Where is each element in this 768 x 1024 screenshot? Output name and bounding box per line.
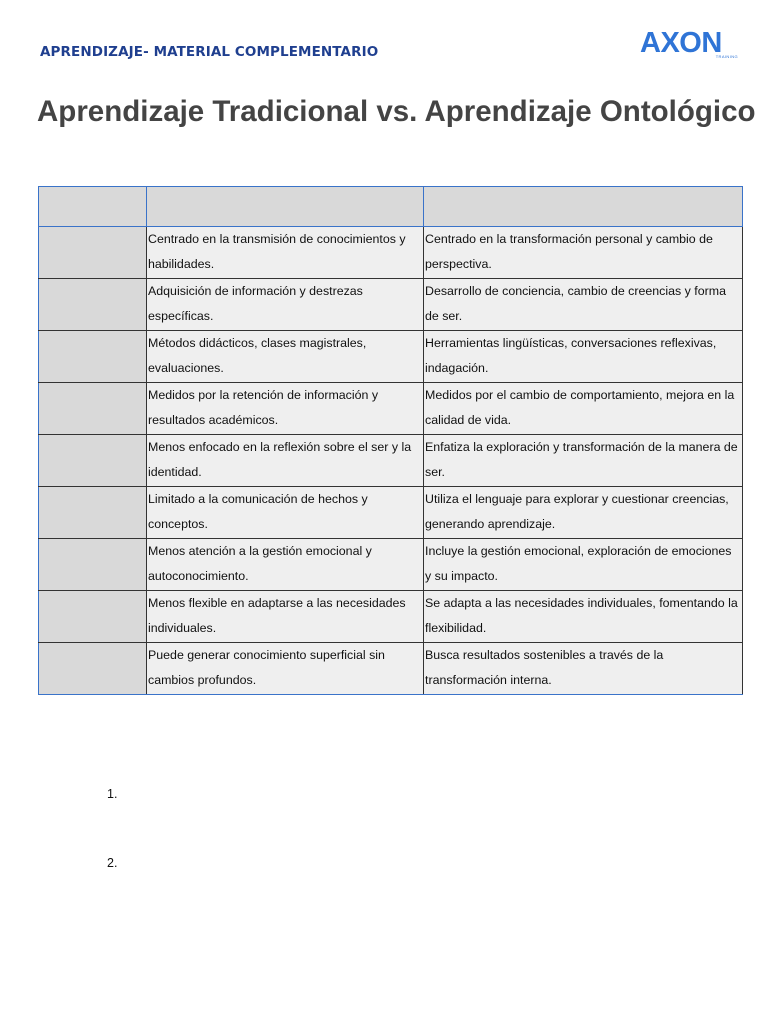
- page-title: Aprendizaje Tradicional vs. Aprendizaje Ontológico: [37, 95, 756, 128]
- row-label-cell: [39, 591, 147, 643]
- traditional-cell: Limitado a la comunicación de hechos y conceptos.: [147, 487, 424, 539]
- traditional-cell: Menos flexible en adaptarse a las necesidades individuales.: [147, 591, 424, 643]
- header-cell-ontological: [424, 187, 743, 227]
- row-label-cell: [39, 383, 147, 435]
- ontological-cell: Medidos por el cambio de comportamiento, mejora en la calidad de vida.: [424, 383, 743, 435]
- row-label-cell: [39, 539, 147, 591]
- ontological-cell: Busca resultados sostenibles a través de la transformación interna.: [424, 643, 743, 695]
- ontological-cell: Centrado en la transformación personal y cambio de perspectiva.: [424, 227, 743, 279]
- header-cell-aspect: [39, 187, 147, 227]
- row-label-cell: [39, 487, 147, 539]
- table-row: [39, 487, 743, 539]
- document-header-label: APRENDIZAJE- MATERIAL COMPLEMENTARIO: [40, 44, 379, 60]
- axon-logo: [640, 28, 740, 62]
- table-row: [39, 539, 743, 591]
- logo-subtitle: TRAINING: [715, 54, 738, 59]
- ontological-cell: Herramientas lingüísticas, conversaciones reflexivas, indagación.: [424, 331, 743, 383]
- logo-wordmark: AXON: [640, 27, 722, 59]
- list-item-number: 1.: [107, 787, 118, 801]
- traditional-cell: Menos enfocado en la reflexión sobre el ser y la identidad.: [147, 435, 424, 487]
- list-item-number: 2.: [107, 856, 118, 870]
- table-row: [39, 279, 743, 331]
- traditional-cell: Adquisición de información y destrezas específicas.: [147, 279, 424, 331]
- ontological-cell: Incluye la gestión emocional, exploración de emociones y su impacto.: [424, 539, 743, 591]
- table-row: [39, 435, 743, 487]
- traditional-cell: Menos atención a la gestión emocional y autoconocimiento.: [147, 539, 424, 591]
- row-label-cell: [39, 435, 147, 487]
- traditional-cell: Métodos didácticos, clases magistrales, evaluaciones.: [147, 331, 424, 383]
- comparison-table: [38, 186, 743, 695]
- traditional-cell: Centrado en la transmisión de conocimientos y habilidades.: [147, 227, 424, 279]
- ontological-cell: Enfatiza la exploración y transformación de la manera de ser.: [424, 435, 743, 487]
- row-label-cell: [39, 279, 147, 331]
- ontological-cell: Desarrollo de conciencia, cambio de creencias y forma de ser.: [424, 279, 743, 331]
- row-label-cell: [39, 331, 147, 383]
- row-label-cell: [39, 643, 147, 695]
- table-row: [39, 227, 743, 279]
- traditional-cell: Medidos por la retención de información y resultados académicos.: [147, 383, 424, 435]
- table-row: [39, 591, 743, 643]
- header-cell-traditional: [147, 187, 424, 227]
- ontological-cell: Se adapta a las necesidades individuales, fomentando la flexibilidad.: [424, 591, 743, 643]
- table-header-row: [39, 187, 743, 227]
- ontological-cell: Utiliza el lenguaje para explorar y cuestionar creencias, generando aprendizaje.: [424, 487, 743, 539]
- table-row: [39, 643, 743, 695]
- row-label-cell: [39, 227, 147, 279]
- table-row: [39, 383, 743, 435]
- table-row: [39, 331, 743, 383]
- traditional-cell: Puede generar conocimiento superficial sin cambios profundos.: [147, 643, 424, 695]
